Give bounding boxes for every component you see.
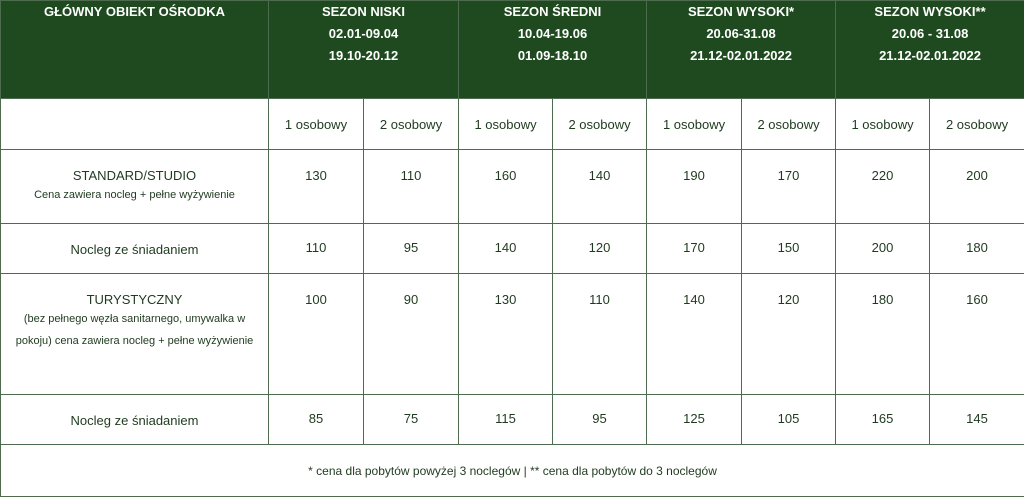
table-row [1, 224, 1024, 274]
season-title: SEZON WYSOKI** [836, 1, 1024, 23]
room-type-cell [1, 150, 269, 224]
header-main-building-label: GŁÓWNY OBIEKT OŚRODKA [1, 1, 268, 23]
price-cell: 160 [459, 150, 553, 224]
price-cell: 180 [836, 274, 930, 395]
occupancy-header: 2 osobowy [553, 99, 647, 150]
season-title: SEZON ŚREDNI [459, 1, 646, 23]
room-type-cell [1, 224, 269, 274]
occupancy-header: 1 osobowy [269, 99, 364, 150]
price-cell: 160 [930, 274, 1024, 395]
header-main-building [1, 1, 269, 99]
season-dates: 20.06-31.08 [647, 23, 835, 45]
table-row [1, 150, 1024, 224]
header-season-high-1 [647, 1, 836, 99]
occupancy-subheader-row [1, 99, 1024, 150]
occupancy-header: 2 osobowy [364, 99, 459, 150]
season-dates: 21.12-02.01.2022 [647, 45, 835, 67]
table-row [1, 395, 1024, 445]
price-cell: 110 [364, 150, 459, 224]
occupancy-header: 2 osobowy [930, 99, 1024, 150]
occupancy-header: 2 osobowy [742, 99, 836, 150]
price-cell: 190 [647, 150, 742, 224]
price-cell: 110 [269, 224, 364, 274]
room-type-label: Nocleg ze śniadaniem [1, 242, 268, 258]
price-cell: 170 [742, 150, 836, 224]
season-dates: 10.04-19.06 [459, 23, 646, 45]
header-season-mid [459, 1, 647, 99]
header-season-low [269, 1, 459, 99]
table-cell [1, 99, 269, 150]
occupancy-header: 1 osobowy [647, 99, 742, 150]
price-cell: 105 [742, 395, 836, 445]
price-cell: 75 [364, 395, 459, 445]
header-row [1, 1, 1024, 99]
price-cell: 180 [930, 224, 1024, 274]
price-cell: 125 [647, 395, 742, 445]
price-cell: 140 [553, 150, 647, 224]
price-cell: 140 [647, 274, 742, 395]
season-dates: 20.06 - 31.08 [836, 23, 1024, 45]
price-cell: 95 [364, 224, 459, 274]
room-type-note: Cena zawiera nocleg + pełne wyżywienie [1, 184, 268, 206]
price-cell: 140 [459, 224, 553, 274]
room-type-label: TURYSTYCZNY [1, 292, 268, 308]
price-cell: 200 [836, 224, 930, 274]
price-cell: 95 [553, 395, 647, 445]
price-cell: 150 [742, 224, 836, 274]
header-season-high-2 [836, 1, 1024, 99]
footnote: * cena dla pobytów powyżej 3 noclegów | ** cena dla pobytów do 3 noclegów [1, 445, 1024, 497]
price-cell: 110 [553, 274, 647, 395]
season-title: SEZON WYSOKI* [647, 1, 835, 23]
price-cell: 85 [269, 395, 364, 445]
price-cell: 145 [930, 395, 1024, 445]
price-cell: 170 [647, 224, 742, 274]
season-dates: 21.12-02.01.2022 [836, 45, 1024, 67]
price-cell: 100 [269, 274, 364, 395]
occupancy-header: 1 osobowy [836, 99, 930, 150]
price-cell: 130 [269, 150, 364, 224]
season-dates: 01.09-18.10 [459, 45, 646, 67]
room-type-cell [1, 274, 269, 395]
room-type-label: STANDARD/STUDIO [1, 168, 268, 184]
table-row [1, 274, 1024, 395]
price-cell: 120 [553, 224, 647, 274]
season-dates: 02.01-09.04 [269, 23, 458, 45]
price-cell: 165 [836, 395, 930, 445]
room-type-label: Nocleg ze śniadaniem [1, 413, 268, 429]
room-type-note: (bez pełnego węzła sanitarnego, umywalka w pokoju) cena zawiera nocleg + pełne wyżywienie [1, 308, 268, 352]
season-title: SEZON NISKI [269, 1, 458, 23]
price-cell: 90 [364, 274, 459, 395]
occupancy-header: 1 osobowy [459, 99, 553, 150]
footer-row [1, 445, 1024, 497]
room-type-cell [1, 395, 269, 445]
price-cell: 200 [930, 150, 1024, 224]
season-dates: 19.10-20.12 [269, 45, 458, 67]
price-cell: 220 [836, 150, 930, 224]
price-cell: 120 [742, 274, 836, 395]
price-cell: 130 [459, 274, 553, 395]
price-cell: 115 [459, 395, 553, 445]
